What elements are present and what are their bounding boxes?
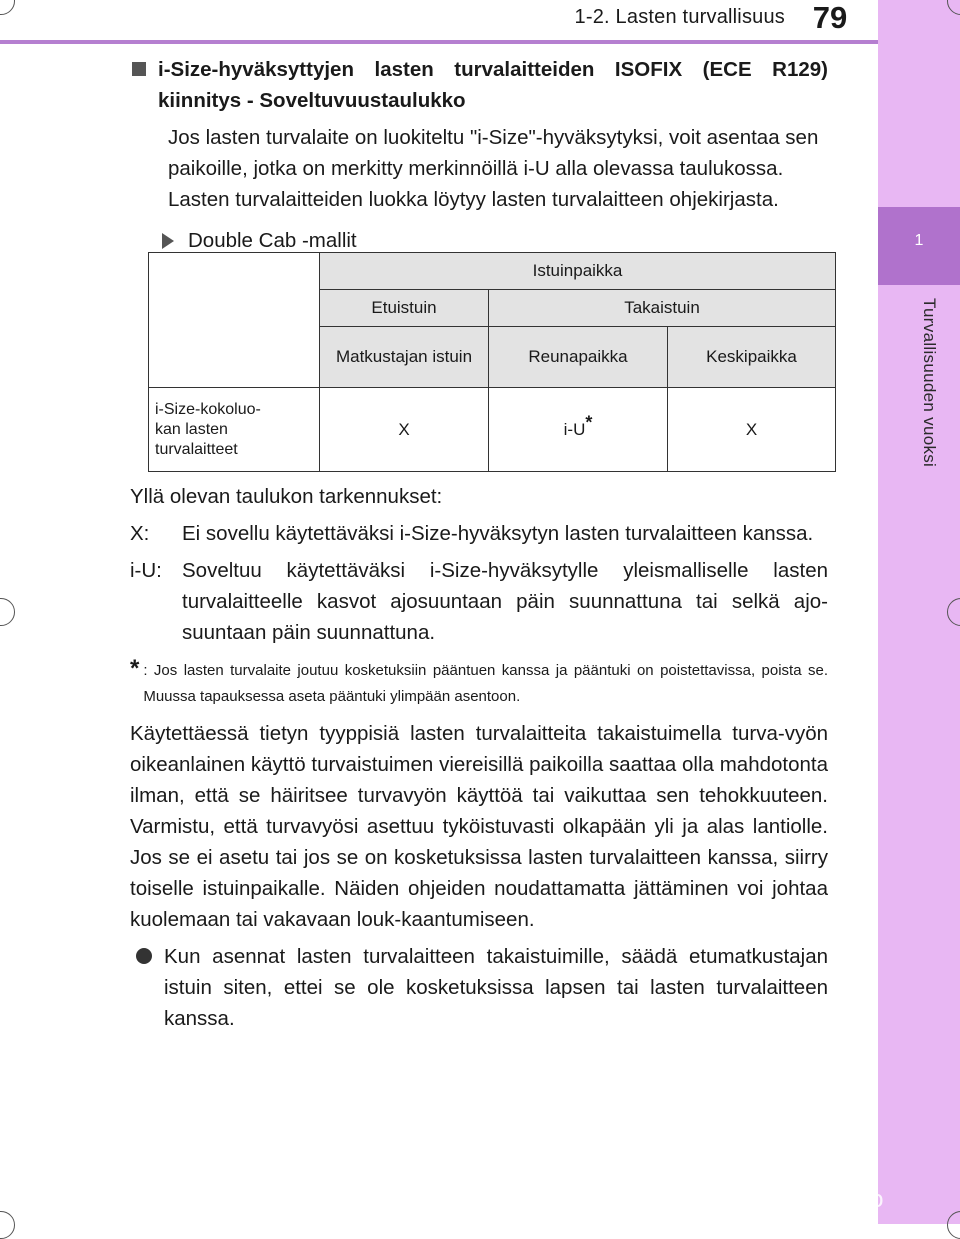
details-section — [130, 481, 828, 1034]
chapter-title: Turvallisuuden vuoksi — [920, 298, 939, 468]
row-label: i-Size-kokoluo- kan lasten turvalaitteet — [149, 388, 320, 472]
bullet-text: Kun asennat lasten turvalaitteen takaistuimille, säädä etumatkustajan istuin siten, ettei se ole kosketuksissa lapsen tai lasten turvalaitteen kanssa. — [164, 945, 828, 1030]
definition-iu — [130, 555, 828, 648]
bullet-item — [130, 941, 828, 1034]
footnote-text: : Jos lasten turvalaite joutuu kosketuksiin pääntuen kanssa ja pääntuki on poistettavissa, poista se. Muussa tapauksessa aseta pääntuki ylimpään asentoon. — [143, 662, 828, 705]
definition-x — [130, 518, 828, 549]
section-title: 1-2. Lasten turvallisuus — [574, 6, 785, 28]
chapter-number: 1 — [914, 232, 924, 249]
square-bullet-icon — [132, 62, 146, 76]
definition-text: Soveltuu käytettäväksi i-Size-hyväksytylle yleismalliselle lasten turvalaitteelle kasvot ajosuuntaan päin suunnattuna tai selkä ajo-suuntaan päin suunnattuna. — [182, 559, 828, 644]
page-number: 79 — [812, 0, 848, 35]
heading-text: i-Size-hyväksyttyjen lasten turvalaitteiden ISOFIX (ECE R129) kiinnitys - Soveltuvuustaulukko — [158, 58, 828, 112]
table-corner-cell — [149, 253, 320, 388]
crop-mark-icon — [0, 598, 15, 626]
cell-outer-value: i-U* — [489, 388, 668, 472]
section-heading — [130, 54, 828, 116]
header-front-seat: Etuistuin — [320, 290, 489, 327]
asterisk-mark: * — [585, 411, 593, 432]
definition-text: Ei sovellu käytettäväksi i-Size-hyväksytyn lasten turvalaitteen kanssa. — [182, 522, 814, 545]
definition-key: i-U: — [130, 559, 162, 582]
header-seat-position: Istuinpaikka — [320, 253, 836, 290]
footnote — [130, 655, 828, 710]
crop-mark-icon — [0, 0, 15, 15]
model-label: Double Cab -mallit — [188, 229, 357, 252]
suitability-table — [148, 252, 836, 472]
cell-passenger-value: X — [320, 388, 489, 472]
triangle-bullet-icon — [162, 233, 174, 249]
round-bullet-icon — [136, 948, 152, 964]
watermark: carmanualsonline.info — [640, 1186, 884, 1213]
header-center-seat: Keskipaikka — [668, 327, 836, 388]
header-rule — [0, 40, 878, 44]
definition-key: X: — [130, 522, 150, 545]
header-rear-seat: Takaistuin — [489, 290, 836, 327]
intro-paragraph: Jos lasten turvalaite on luokiteltu "i-Size"-hyväksytyksi, voit asentaa sen paikoille, jotka on merkitty merkinnöillä i-U alla olevassa taulukossa. Lasten turvalaitteiden luokka löytyy lasten turvalaitteen ohjekirjasta. — [168, 126, 819, 211]
header-passenger-seat: Matkustajan istuin — [320, 327, 489, 388]
details-title: Yllä olevan taulukon tarkennukset: — [130, 485, 443, 508]
cell-center-value: X — [668, 388, 836, 472]
footnote-mark: * — [130, 655, 140, 682]
crop-mark-icon — [0, 1211, 15, 1239]
header-outer-seat: Reunapaikka — [489, 327, 668, 388]
warning-paragraph: Käytettäessä tietyn tyyppisiä lasten turvalaitteita takaistuimella turva-vyön oikeanlainen käyttö turvaistuimen viereisillä paikoilla saattaa olla mahdotonta ilman, että se häiritsee turvavyön käyttöä tai vaikuttaa sen tehokkuuteen. Varmistu, että turvavyösi asettuu tyköistuvasti olkapään yli ja alas lantiolle. Jos se ei asetu tai jos se on kosketuksissa lasten turvalaitteen kanssa, siirry toiselle istuinpaikalle. Näiden ohjeiden noudattamatta jättäminen voi johtaa kuolemaan tai vakavaan louk-kaantumiseen. — [130, 722, 828, 931]
main-content — [130, 54, 828, 256]
